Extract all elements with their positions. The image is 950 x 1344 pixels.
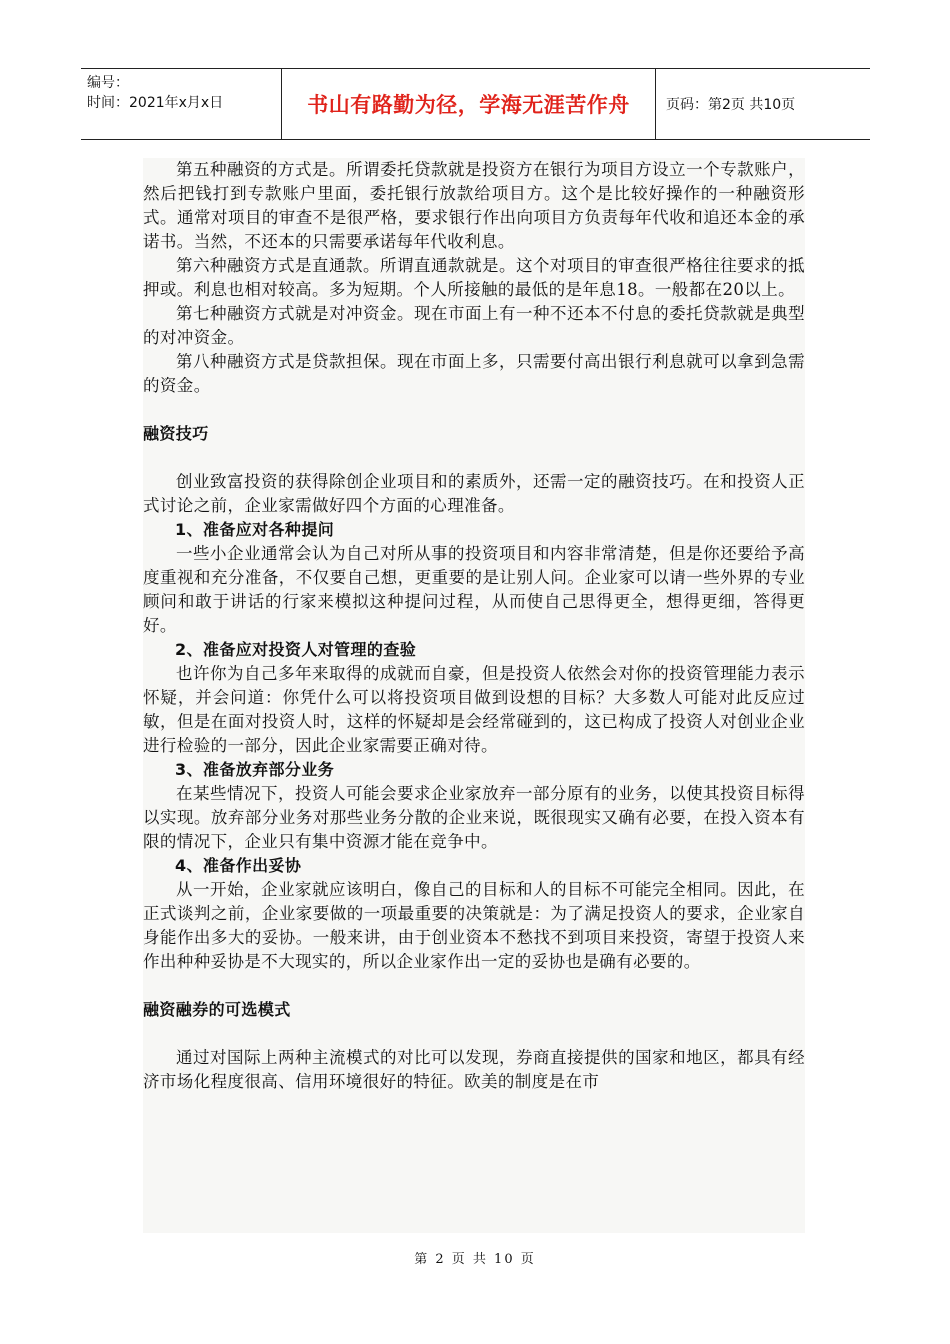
header-slogan-cell [281,69,656,139]
paragraph: 一些小企业通常会认为自己对所从事的投资项目和内容非常清楚，但是你还要给予高度重视和充分准备，不仅要自己想，更重要的是让别人问。企业家可以请一些外界的专业顾问和敢于讲话的行家来模拟这种提问过程，从而使自己思得更全，想得更细，答得更好。 [143,544,805,635]
paragraph: 也许你为自己多年来取得的成就而自豪，但是投资人依然会对你的投资管理能力表示怀疑，并会问道：你凭什么可以将投资项目做到设想的目标？大多数人可能对此反应过敏，但是在面对投资人时，这样的怀疑却是会经常碰到的，这已构成了投资人对创业企业进行检验的一部分，因此企业家需要正确对待。 [143,664,805,755]
section-intro: 创业致富投资的获得除创企业项目和的素质外，还需一定的融资技巧。在和投资人正式讨论之前，企业家需做好四个方面的心理准备。 [143,472,805,515]
section-title: 融资融券的可选模式 [143,1000,291,1019]
page-footer: 第 2 页 共 10 页 [414,1252,536,1267]
section-title: 融资技巧 [143,424,209,443]
header-meta [81,69,281,139]
section-intro: 通过对国际上两种主流模式的对比可以发现，券商直接提供的国家和地区，都具有经济市场化程度很高、信用环境很好的特征。欧美的制度是在市 [143,1048,805,1091]
document-body [143,158,805,1233]
code-label: 编号： [87,75,129,91]
subheading: 4、准备作出妥协 [175,856,302,875]
paragraph: 第六种融资方式是直通款。所谓直通款就是。这个对项目的审查很严格往往要求的抵押或。利息也相对较高。多为短期。个人所接触的最低的是年息18。一般都在20以上。 [143,256,805,299]
document-header [81,68,870,140]
header-slogan: 书山有路勤为径，学海无涯苦作舟 [307,93,630,117]
subheading: 1、准备应对各种提问 [175,520,335,539]
header-page-info: 页码：第2页 共10页 [666,97,796,113]
paragraph: 第八种融资方式是贷款担保。现在市面上多，只需要付高出银行利息就可以拿到急需的资金。 [143,352,805,395]
paragraph: 第七种融资方式就是对冲资金。现在市面上有一种不还本不付息的委托贷款就是典型的对冲资金。 [143,304,805,347]
paragraph: 在某些情况下，投资人可能会要求企业家放弃一部分原有的业务，以使其投资目标得以实现。放弃部分业务对那些业务分散的企业来说，既很现实又确有必要，在投入资本有限的情况下，企业只有集中资源才能在竞争中。 [143,784,805,851]
paragraph: 从一开始，企业家就应该明白，像自己的目标和人的目标不可能完全相同。因此，在正式谈判之前，企业家要做的一项最重要的决策就是：为了满足投资人的要求，企业家自身能作出多大的妥协。一般来讲，由于创业资本不愁找不到项目来投资，寄望于投资人来作出种种妥协是不大现实的，所以企业家作出一定的妥协也是确有必要的。 [143,880,805,971]
subheading: 3、准备放弃部分业务 [175,760,335,779]
paragraph: 第五种融资的方式是。所谓委托贷款就是投资方在银行为项目方设立一个专款账户，然后把钱打到专款账户里面，委托银行放款给项目方。这个是比较好操作的一种融资形式。通常对项目的审查不是很严格，要求银行作出向项目方负责每年代收和追还本金的承诺书。当然，不还本的只需要承诺每年代收利息。 [143,160,805,251]
date-label: 时间：2021年x月x日 [87,95,224,111]
subheading: 2、准备应对投资人对管理的查验 [175,640,417,659]
